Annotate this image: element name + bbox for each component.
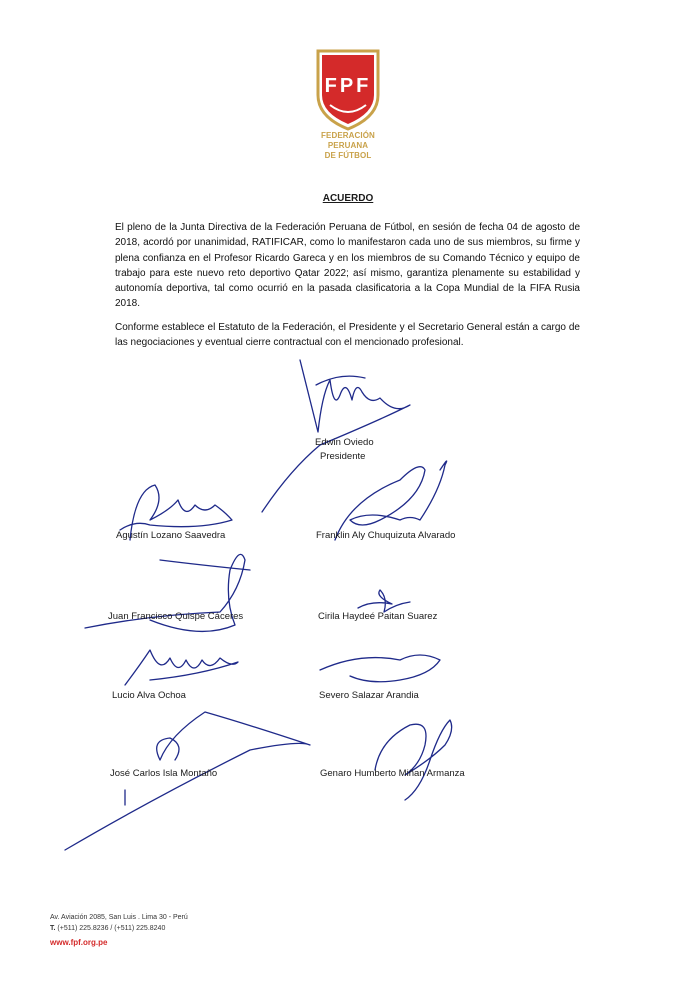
signatory-right-1: Franklin Aly Chuquizuta Alvarado xyxy=(316,530,456,541)
footer-address: Av. Aviación 2085, San Luis . Lima 30 - Perú xyxy=(50,914,188,921)
organization-name-line2: DE FÚTBOL xyxy=(324,151,372,160)
organization-name-line1: FEDERACIÓN PERUANA xyxy=(321,131,375,150)
signature-right-3 xyxy=(320,655,440,682)
signature-left-3 xyxy=(125,650,238,685)
signatory-right-2: Cirila Haydeé Paitan Suarez xyxy=(318,611,438,622)
paragraph-1: El pleno de la Junta Directiva de la Federación Peruana de Fútbol, en sesión de fecha 04 de agosto de 2018, acordó por unanimidad, RATIFICAR, como lo manifestaron cada uno de sus miembros, su firme y plena confianza en el Profesor Ricardo Gareca y en los miembros de su Comando Técnico y equipo de trabajo para este nuevo reto deportivo Qatar 2022; así mismo, garantiza plenamente su estabilidad y autonomía deportiva, tal como ocurrió en la pasada clasificatoria a la Copa Mundial de la FIFA Rusia 2018. xyxy=(115,222,580,310)
phone-numbers: (+511) 225.8236 / (+511) 225.8240 xyxy=(57,925,166,932)
signature-right-4 xyxy=(375,720,452,800)
signatory-right-3: Severo Salazar Arandia xyxy=(319,690,419,701)
phone-label: T. xyxy=(50,925,56,932)
website-link[interactable]: www.fpf.org.pe xyxy=(50,938,108,947)
signature-president xyxy=(262,360,410,512)
president-role: Presidente xyxy=(320,451,366,462)
signatory-right-4: Genaro Humberto Miñan Armanza xyxy=(320,768,465,779)
footer-phones xyxy=(50,923,188,934)
paragraph-2: Conforme establece el Estatuto de la Federación, el Presidente y el Secretario General están a cargo de las negociaciones y eventual cierre contractual con el mencionado profesional. xyxy=(115,321,580,349)
signature-right-2 xyxy=(358,590,410,612)
svg-text:FPF: FPF xyxy=(324,75,372,97)
footer xyxy=(50,912,188,948)
document-title: ACUERDO xyxy=(322,193,374,204)
signature-left-4 xyxy=(65,712,310,850)
signature-right-1 xyxy=(335,461,447,540)
organization-name xyxy=(300,131,396,161)
president-name: Edwin Oviedo xyxy=(315,437,374,448)
signatory-left-3: Lucio Alva Ochoa xyxy=(112,690,186,701)
signatory-left-2: Juan Francisco Quispe Cáceres xyxy=(108,611,244,622)
document-body xyxy=(115,220,580,358)
signatory-left-4: José Carlos Isla Montaño xyxy=(110,768,218,779)
signatory-left-1: Agustín Lozano Saavedra xyxy=(116,530,226,541)
